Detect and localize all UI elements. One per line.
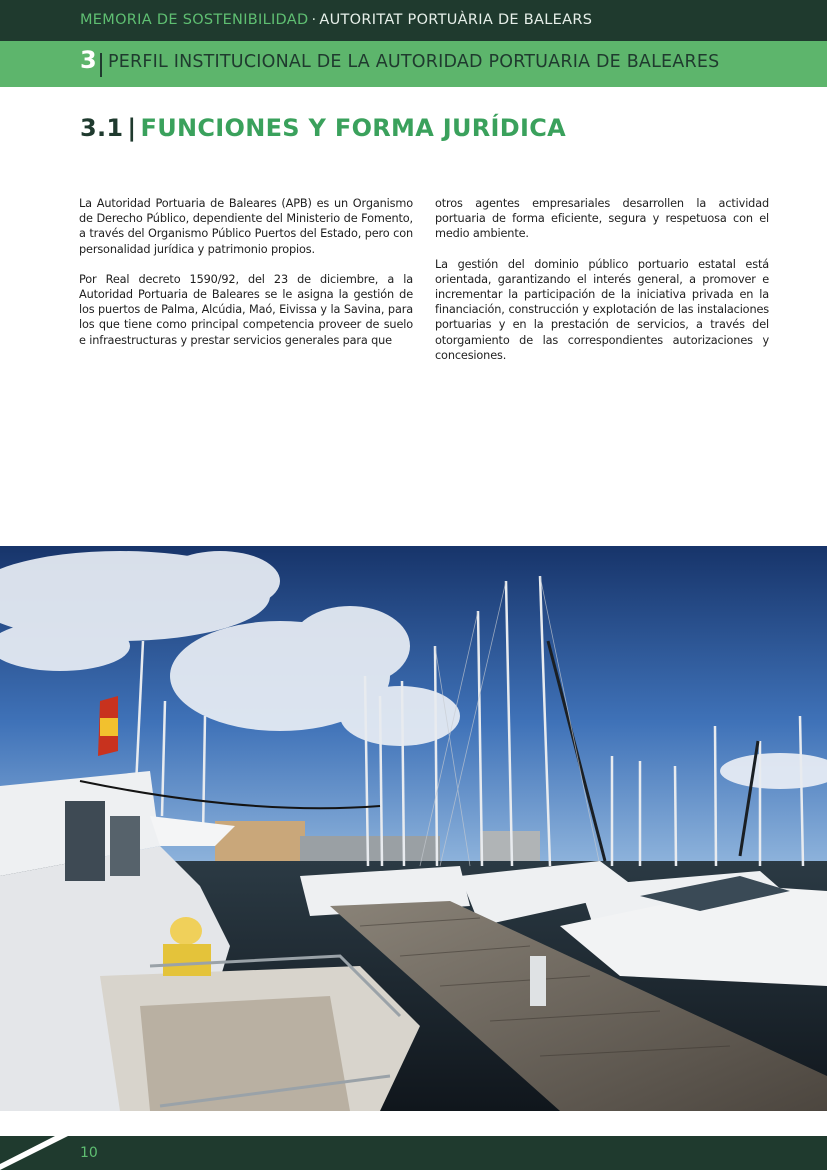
footer-slash-decoration [0, 1136, 80, 1170]
section-title: PERFIL INSTITUCIONAL DE LA AUTORIDAD PORTUARIA DE BALEARES [108, 52, 720, 72]
subsection-divider: | [127, 114, 137, 142]
header-separator: · [311, 12, 317, 28]
paragraph: otros agentes empresariales desarrollen la actividad portuaria de forma eficiente, segura y respetuosa con el medio ambiente. [435, 197, 769, 241]
marina-photo [0, 546, 827, 1111]
body-column-left [79, 196, 413, 363]
subsection-number: 3.1 [80, 114, 124, 142]
section-banner [0, 41, 827, 87]
running-header [0, 0, 827, 41]
subsection-heading [80, 114, 566, 142]
page-number: 10 [80, 1145, 98, 1161]
organization-name: AUTORITAT PORTUÀRIA DE BALEARS [319, 12, 593, 28]
paragraph: La Autoridad Portuaria de Baleares (APB) es un Organismo de Derecho Público, dependiente del Ministerio de Fomento, a través del Organismo Público Puertos del Estado, pero con personalidad jurídica y patrimonio propios. [79, 197, 413, 256]
document-title: MEMORIA DE SOSTENIBILIDAD [80, 12, 309, 28]
page-footer [0, 1136, 827, 1170]
body-column-right [435, 196, 769, 378]
subsection-title: FUNCIONES Y FORMA JURÍDICA [140, 114, 567, 142]
section-number: 3 [80, 46, 97, 74]
paragraph: Por Real decreto 1590/92, del 23 de diciembre, a la Autoridad Portuaria de Baleares se le asigna la gestión de los puertos de Palma, Alcúdia, Maó, Eivissa y la Savina, para los que tiene como principal competencia proveer de suelo e infraestructuras y prestar servicios generales para que [79, 272, 413, 347]
paragraph: La gestión del dominio público portuario estatal está orientada, garantizando el interés general, a promover e incrementar la participación de la iniciativa privada en la financiación, construcción y explotación de las instalaciones portuarias y en la prestación de servicios, a través del otorgamiento de las correspondientes autorizaciones y concesiones. [435, 257, 769, 362]
section-divider [100, 53, 102, 77]
